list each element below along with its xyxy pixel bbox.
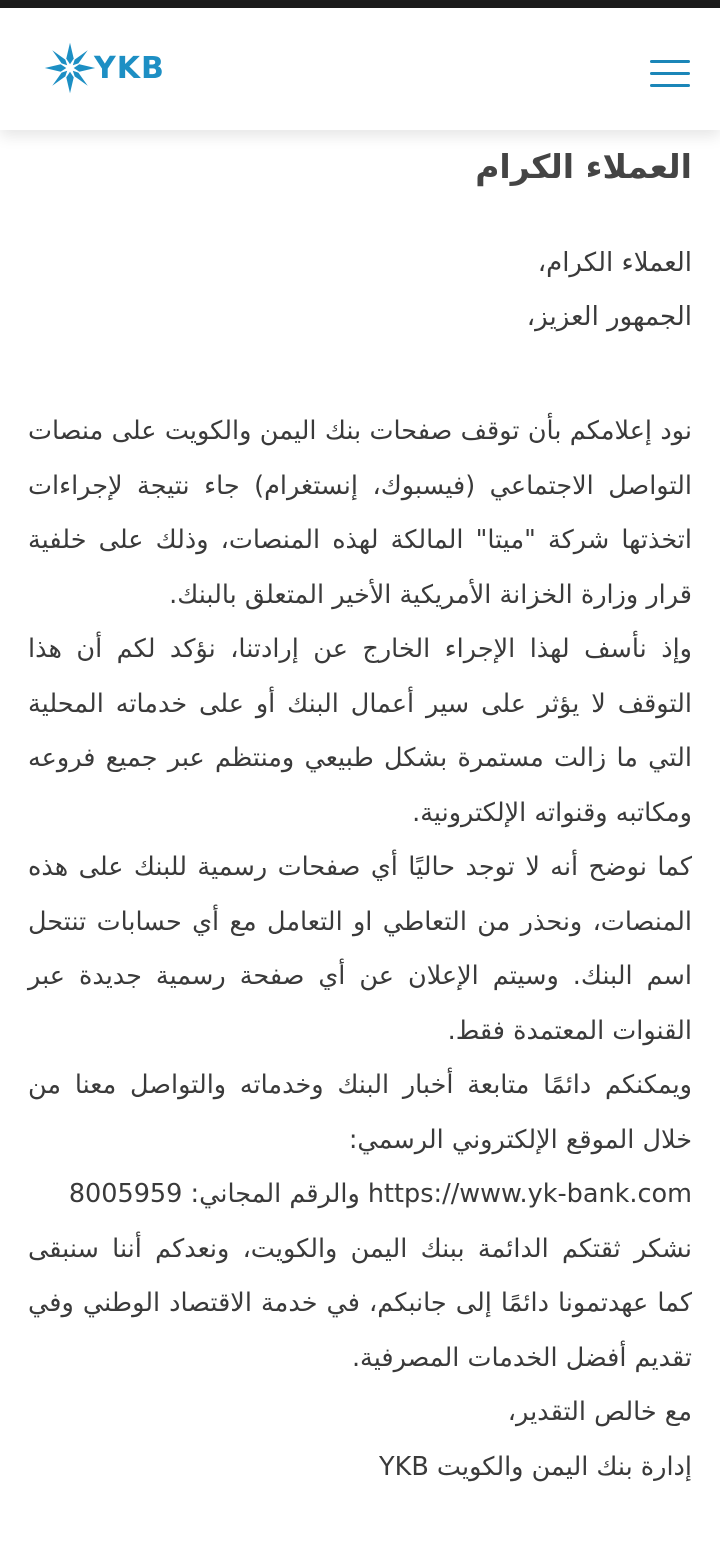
announcement-body: [28, 404, 692, 1385]
signoff: [28, 1385, 692, 1494]
page-title: العملاء الكرام: [475, 147, 692, 186]
greeting-line: الجمهور العزيز،: [526, 302, 692, 332]
ykb-star-logo-icon: [42, 40, 98, 96]
paragraph: نود إعلامكم بأن توقف صفحات بنك اليمن والكويت على منصات التواصل الاجتماعي (فيسبوك، إنستغرام) جاء نتيجة لإجراءات اتخذتها شركة "ميتا" المالكة لهذه المنصات، وذلك على خلفية قرار وزارة الخزانة الأمريكية الأخير المتعلق بالبنك.: [28, 416, 692, 610]
logo[interactable]: [42, 40, 165, 96]
site-header: [0, 8, 720, 130]
paragraph: ويمكنكم دائمًا متابعة أخبار البنك وخدماته والتواصل معنا من خلال الموقع الإلكتروني الرسمي:: [28, 1070, 692, 1155]
logo-text: YKB: [94, 50, 165, 86]
contact-line: [28, 1167, 692, 1222]
greeting-line: العملاء الكرام،: [537, 248, 692, 278]
signature: إدارة بنك اليمن والكويت YKB: [379, 1451, 692, 1482]
article: [28, 130, 692, 1494]
toll-free-number[interactable]: 8005959: [68, 1179, 183, 1209]
status-bar: [0, 0, 720, 8]
paragraph: نشكر ثقتكم الدائمة ببنك اليمن والكويت، ونعدكم أننا سنبقى كما عهدتمونا دائمًا إلى جانبكم، في خدمة الاقتصاد الوطني وفي تقديم أفضل الخدمات المصرفية.: [28, 1233, 692, 1373]
closing: مع خالص التقدير،: [507, 1397, 692, 1427]
hamburger-menu-icon[interactable]: [650, 56, 692, 88]
paragraph: كما نوضح أنه لا توجد حاليًا أي صفحات رسمية للبنك على هذه المنصات، ونحذر من التعاطي او التعامل مع أي حسابات تنتحل اسم البنك. وسيتم الإعلان عن أي صفحة رسمية جديدة عبر القنوات المعتمدة فقط.: [28, 852, 692, 1046]
greeting: [28, 236, 692, 344]
website-link[interactable]: https://www.yk-bank.com: [367, 1179, 692, 1209]
paragraph: وإذ نأسف لهذا الإجراء الخارج عن إرادتنا، نؤكد لكم أن هذا التوقف لا يؤثر على سير أعمال البنك أو على خدماته المحلية التي ما زالت مستمرة بشكل طبيعي ومنتظم عبر جميع فروعه ومكاتبه وقنواته الإلكترونية.: [28, 634, 692, 828]
toll-free-label: والرقم المجاني:: [190, 1179, 360, 1209]
